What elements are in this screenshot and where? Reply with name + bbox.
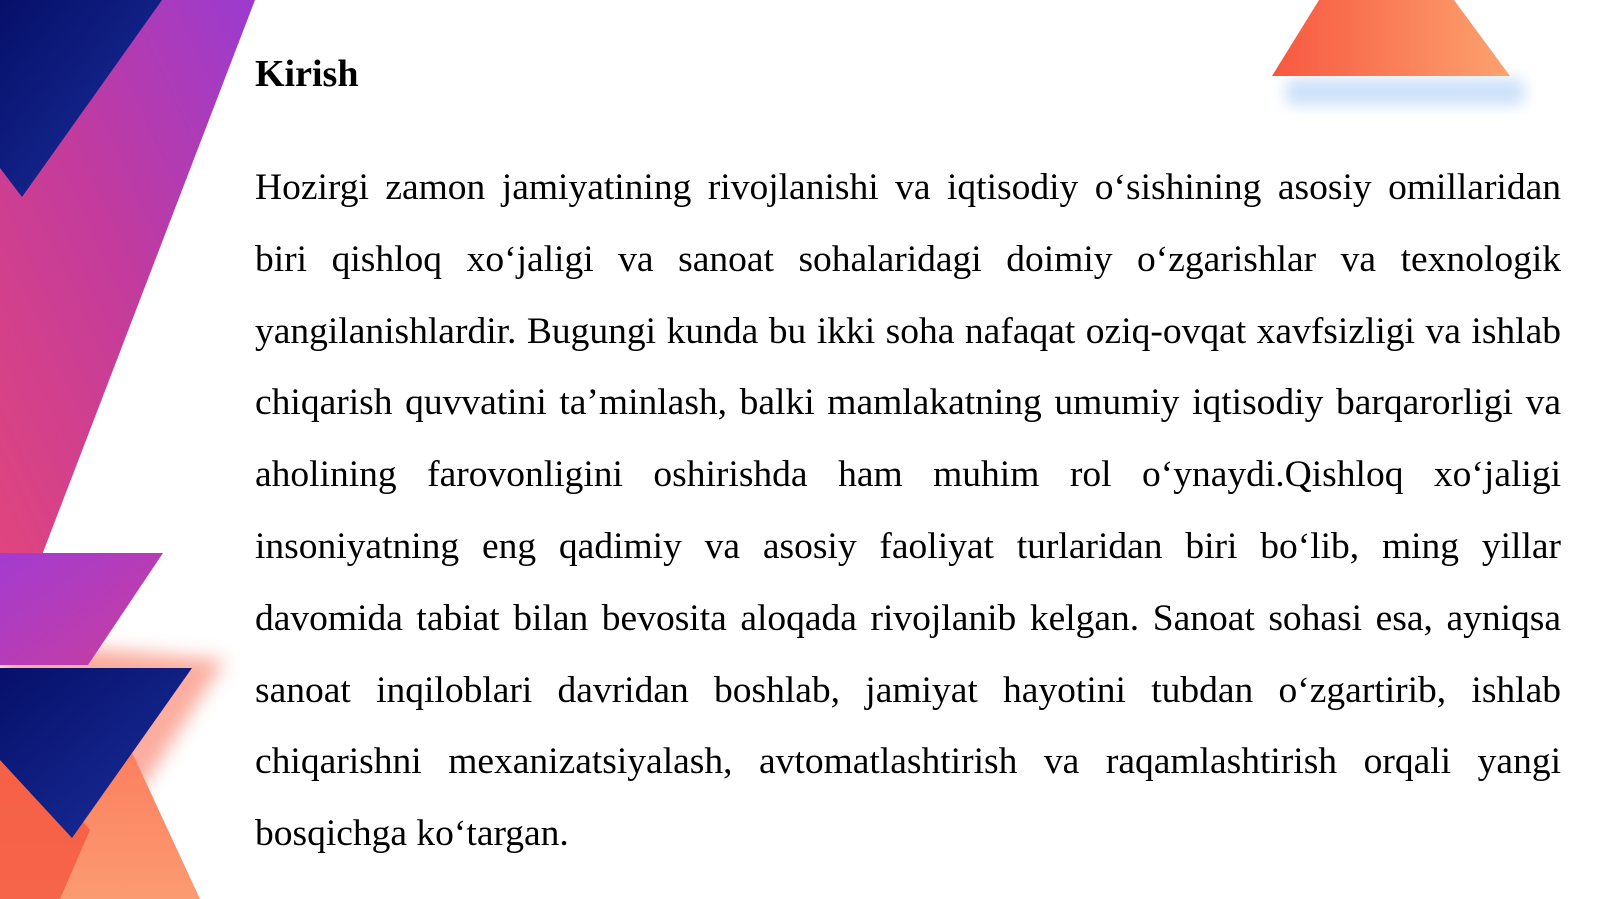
slide-paragraph: Hozirgi zamon jamiyatining rivojlanishi va iqtisodiy o‘sishining asosiy omillaridan biri qishloq xo‘jaligi va sanoat sohalaridagi doimiy o‘zgarishlar va texnologik yangilanishlardir. Bugungi kunda bu ikki soha nafaqat oziq-ovqat xavfsizligi va ishlab chiqarish quvvatini ta’minlash, balki mamlakatning umumiy iqtisodiy barqarorligi va aholining farovonligini oshirishda ham muhim rol o‘ynaydi.Qishloq xo‘jaligi insoniyatning eng qadimiy va asosiy faoliyat turlaridan biri bo‘lib, ming yillar davomida tabiat bilan bevosita aloqada rivojlanib kelgan. Sanoat sohasi esa, ayniqsa sanoat inqiloblari davridan boshlab, jamiyat hayotini tubdan o‘zgartirib, ishlab chiqarishni mexanizatsiyalash, avtomatlashtirish va raqamlashtirish orqali yangi bosqichga ko‘targan. (255, 167, 1561, 855)
top-right-coral-trapezoid (1272, 0, 1510, 76)
mid-left-purple-triangle (0, 553, 163, 665)
top-right-blue-shadow (1285, 78, 1525, 106)
slide-heading: Kirish (255, 53, 359, 95)
